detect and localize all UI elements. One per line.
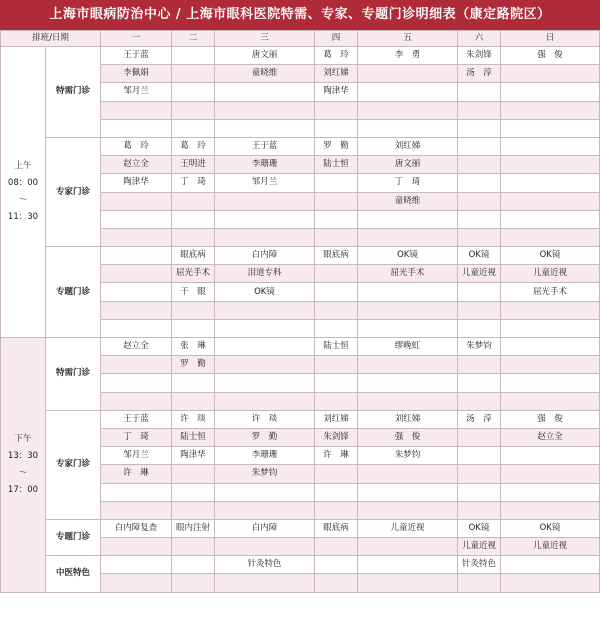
period-afternoon bbox=[1, 338, 46, 593]
schedule-cell bbox=[215, 319, 315, 337]
schedule-cell bbox=[501, 101, 600, 119]
schedule-cell bbox=[172, 119, 215, 137]
schedule-cell bbox=[501, 392, 600, 410]
schedule-cell bbox=[358, 319, 458, 337]
schedule-cell: 针灸特色 bbox=[458, 556, 501, 574]
schedule-cell bbox=[215, 83, 315, 101]
table-row bbox=[1, 47, 600, 65]
schedule-cell bbox=[358, 392, 458, 410]
schedule-cell bbox=[172, 574, 215, 592]
table-row bbox=[1, 137, 600, 155]
schedule-cell bbox=[172, 483, 215, 501]
period-line: 17：00 bbox=[7, 484, 39, 495]
schedule-cell: 眼底病 bbox=[172, 247, 215, 265]
day-header: 三 bbox=[215, 31, 315, 47]
schedule-cell bbox=[358, 374, 458, 392]
schedule-cell bbox=[458, 283, 501, 301]
schedule-cell: 刘红娣 bbox=[315, 410, 358, 428]
schedule-cell bbox=[215, 101, 315, 119]
schedule-cell: 朱梦钧 bbox=[215, 465, 315, 483]
schedule-cell: 许 琰 bbox=[172, 410, 215, 428]
schedule-cell bbox=[172, 228, 215, 246]
schedule-cell bbox=[315, 392, 358, 410]
schedule-cell: 朱剑锋 bbox=[458, 47, 501, 65]
schedule-cell: 刘红娣 bbox=[358, 137, 458, 155]
schedule-cell: 陆士恒 bbox=[315, 338, 358, 356]
schedule-cell bbox=[358, 83, 458, 101]
schedule-cell bbox=[315, 228, 358, 246]
schedule-cell bbox=[501, 356, 600, 374]
schedule-cell: 王于蓝 bbox=[215, 137, 315, 155]
schedule-cell bbox=[458, 156, 501, 174]
schedule-cell bbox=[172, 192, 215, 210]
schedule-cell bbox=[101, 210, 172, 228]
schedule-cell: 儿童近视 bbox=[501, 538, 600, 556]
schedule-cell bbox=[172, 319, 215, 337]
period-line: ～ bbox=[18, 195, 28, 205]
schedule-cell: 唐文丽 bbox=[215, 47, 315, 65]
schedule-cell bbox=[215, 538, 315, 556]
schedule-cell bbox=[215, 483, 315, 501]
table-row bbox=[1, 556, 600, 574]
schedule-cell bbox=[172, 465, 215, 483]
schedule-cell: 陆士恒 bbox=[315, 156, 358, 174]
schedule-cell bbox=[215, 301, 315, 319]
schedule-cell: 李珊珊 bbox=[215, 447, 315, 465]
schedule-cell: 屈光手术 bbox=[172, 265, 215, 283]
schedule-cell: 朱梦钧 bbox=[358, 447, 458, 465]
schedule-cell: 童晓维 bbox=[215, 65, 315, 83]
schedule-cell bbox=[458, 83, 501, 101]
section-label: 专家门诊 bbox=[46, 410, 101, 519]
schedule-cell bbox=[358, 574, 458, 592]
day-header: 六 bbox=[458, 31, 501, 47]
schedule-cell bbox=[215, 228, 315, 246]
schedule-cell bbox=[315, 483, 358, 501]
schedule-cell bbox=[315, 210, 358, 228]
schedule-cell: 陶津华 bbox=[172, 447, 215, 465]
schedule-cell: 张 琳 bbox=[172, 338, 215, 356]
schedule-cell: 王于蓝 bbox=[101, 410, 172, 428]
schedule-cell bbox=[358, 356, 458, 374]
schedule-cell bbox=[101, 374, 172, 392]
schedule-cell bbox=[101, 356, 172, 374]
schedule-cell bbox=[172, 538, 215, 556]
schedule-cell: OK镜 bbox=[458, 247, 501, 265]
schedule-cell bbox=[315, 556, 358, 574]
schedule-cell bbox=[358, 301, 458, 319]
schedule-cell bbox=[315, 192, 358, 210]
schedule-cell bbox=[215, 210, 315, 228]
schedule-cell: 童晓维 bbox=[358, 192, 458, 210]
schedule-cell bbox=[358, 465, 458, 483]
schedule-cell: 丁 琦 bbox=[358, 174, 458, 192]
schedule-cell: 眼底病 bbox=[315, 519, 358, 537]
period-line: 08：00 bbox=[7, 178, 39, 188]
schedule-cell bbox=[172, 374, 215, 392]
table-row bbox=[1, 247, 600, 265]
schedule-cell: 强 俊 bbox=[358, 428, 458, 446]
schedule-cell bbox=[358, 556, 458, 574]
schedule-cell bbox=[458, 192, 501, 210]
schedule-cell bbox=[501, 156, 600, 174]
schedule-cell bbox=[172, 501, 215, 519]
schedule-cell bbox=[215, 392, 315, 410]
schedule-cell bbox=[101, 574, 172, 592]
schedule-cell: 王于蓝 bbox=[101, 47, 172, 65]
schedule-cell: 陆士恒 bbox=[172, 428, 215, 446]
schedule-cell bbox=[358, 538, 458, 556]
schedule-cell bbox=[501, 174, 600, 192]
header-corner: 排班/日期 bbox=[1, 31, 101, 47]
schedule-cell bbox=[101, 228, 172, 246]
schedule-cell: 邹月兰 bbox=[101, 447, 172, 465]
schedule-cell bbox=[315, 501, 358, 519]
schedule-cell: 儿童近视 bbox=[358, 519, 458, 537]
table-row bbox=[1, 338, 600, 356]
schedule-cell bbox=[358, 501, 458, 519]
schedule-cell: 丁 琦 bbox=[172, 174, 215, 192]
schedule-cell: 李 勇 bbox=[358, 47, 458, 65]
schedule-cell: 罗 勤 bbox=[172, 356, 215, 374]
period-morning bbox=[1, 47, 46, 338]
schedule-cell bbox=[315, 283, 358, 301]
schedule-cell: 白内障 bbox=[215, 247, 315, 265]
schedule-cell bbox=[101, 483, 172, 501]
schedule-cell: 朱梦钧 bbox=[458, 338, 501, 356]
schedule-cell: 丁 琦 bbox=[101, 428, 172, 446]
schedule-cell: 许 琳 bbox=[101, 465, 172, 483]
schedule-table bbox=[0, 30, 600, 593]
day-header: 四 bbox=[315, 31, 358, 47]
schedule-cell bbox=[315, 465, 358, 483]
schedule-cell bbox=[315, 101, 358, 119]
schedule-cell bbox=[458, 210, 501, 228]
schedule-cell bbox=[501, 501, 600, 519]
schedule-cell bbox=[458, 501, 501, 519]
schedule-cell: 儿童近视 bbox=[458, 538, 501, 556]
schedule-cell: 刘红娣 bbox=[315, 65, 358, 83]
schedule-cell bbox=[501, 374, 600, 392]
period-line: 11：30 bbox=[7, 212, 39, 222]
schedule-cell bbox=[172, 83, 215, 101]
schedule-cell: 陶津华 bbox=[315, 83, 358, 101]
day-header: 二 bbox=[172, 31, 215, 47]
schedule-cell bbox=[215, 501, 315, 519]
schedule-cell bbox=[358, 283, 458, 301]
schedule-cell: 汤 淳 bbox=[458, 410, 501, 428]
schedule-cell bbox=[101, 319, 172, 337]
schedule-cell: 儿童近视 bbox=[501, 265, 600, 283]
schedule-cell: 强 俊 bbox=[501, 47, 600, 65]
section-label: 专题门诊 bbox=[46, 519, 101, 555]
schedule-cell: 缪晚虹 bbox=[358, 338, 458, 356]
schedule-cell bbox=[101, 392, 172, 410]
schedule-cell bbox=[458, 301, 501, 319]
schedule-cell: 屈光手术 bbox=[501, 283, 600, 301]
day-header: 五 bbox=[358, 31, 458, 47]
day-header: 一 bbox=[101, 31, 172, 47]
schedule-cell: 白内障 bbox=[215, 519, 315, 537]
schedule-cell bbox=[501, 483, 600, 501]
schedule-cell bbox=[101, 501, 172, 519]
schedule-cell bbox=[172, 101, 215, 119]
schedule-cell bbox=[172, 210, 215, 228]
schedule-cell: 朱剑锋 bbox=[315, 428, 358, 446]
schedule-cell bbox=[172, 47, 215, 65]
schedule-cell bbox=[501, 301, 600, 319]
schedule-cell bbox=[501, 65, 600, 83]
period-line: 13：30 bbox=[7, 450, 39, 461]
schedule-cell bbox=[215, 374, 315, 392]
section-label: 特需门诊 bbox=[46, 338, 101, 411]
schedule-cell: 汤 淳 bbox=[458, 65, 501, 83]
schedule-cell: 唐文丽 bbox=[358, 156, 458, 174]
schedule-cell bbox=[501, 83, 600, 101]
schedule-cell bbox=[358, 228, 458, 246]
schedule-cell: 泪道专科 bbox=[215, 265, 315, 283]
schedule-cell bbox=[215, 574, 315, 592]
schedule-cell: OK镜 bbox=[458, 519, 501, 537]
schedule-cell bbox=[101, 192, 172, 210]
day-header: 日 bbox=[501, 31, 600, 47]
schedule-cell: OK镜 bbox=[358, 247, 458, 265]
schedule-cell: 葛 玲 bbox=[101, 137, 172, 155]
schedule-cell bbox=[458, 119, 501, 137]
schedule-cell bbox=[101, 538, 172, 556]
schedule-cell: 邹月兰 bbox=[215, 174, 315, 192]
schedule-cell bbox=[101, 556, 172, 574]
schedule-cell: 眼底病 bbox=[315, 247, 358, 265]
schedule-cell: 眼内注射 bbox=[172, 519, 215, 537]
period-line: 上午 bbox=[14, 161, 32, 171]
schedule-cell bbox=[458, 137, 501, 155]
schedule-cell bbox=[315, 319, 358, 337]
schedule-cell: 陶津华 bbox=[101, 174, 172, 192]
schedule-cell bbox=[501, 465, 600, 483]
section-label: 特需门诊 bbox=[46, 47, 101, 138]
schedule-cell: OK镜 bbox=[501, 519, 600, 537]
schedule-cell bbox=[315, 538, 358, 556]
schedule-cell: 赵立全 bbox=[501, 428, 600, 446]
schedule-cell bbox=[358, 483, 458, 501]
schedule-cell: 李佩娟 bbox=[101, 65, 172, 83]
schedule-cell: 屈光手术 bbox=[358, 265, 458, 283]
schedule-cell bbox=[501, 556, 600, 574]
schedule-cell bbox=[501, 574, 600, 592]
schedule-cell: 许 琳 bbox=[315, 447, 358, 465]
schedule-cell bbox=[501, 228, 600, 246]
schedule-cell bbox=[215, 192, 315, 210]
schedule-cell: 许 琰 bbox=[215, 410, 315, 428]
schedule-cell bbox=[101, 119, 172, 137]
schedule-cell: 儿童近视 bbox=[458, 265, 501, 283]
schedule-cell bbox=[458, 174, 501, 192]
schedule-cell bbox=[458, 574, 501, 592]
schedule-cell bbox=[172, 392, 215, 410]
schedule-cell bbox=[458, 428, 501, 446]
schedule-cell bbox=[172, 301, 215, 319]
schedule-cell bbox=[215, 356, 315, 374]
schedule-cell bbox=[458, 465, 501, 483]
schedule-cell bbox=[315, 301, 358, 319]
schedule-cell bbox=[501, 119, 600, 137]
period-line: 下午 bbox=[14, 433, 32, 444]
schedule-cell: 王明进 bbox=[172, 156, 215, 174]
schedule-cell: 刘红娣 bbox=[358, 410, 458, 428]
schedule-cell bbox=[315, 265, 358, 283]
schedule-cell bbox=[215, 338, 315, 356]
section-label: 专题门诊 bbox=[46, 247, 101, 338]
schedule-cell: OK镜 bbox=[501, 247, 600, 265]
schedule-cell bbox=[315, 174, 358, 192]
schedule-cell: 白内障复查 bbox=[101, 519, 172, 537]
schedule-cell bbox=[458, 374, 501, 392]
schedule-cell bbox=[501, 137, 600, 155]
schedule-cell bbox=[315, 119, 358, 137]
schedule-cell bbox=[358, 65, 458, 83]
schedule-cell bbox=[101, 265, 172, 283]
schedule-cell: 李珊珊 bbox=[215, 156, 315, 174]
schedule-cell: 葛 玲 bbox=[315, 47, 358, 65]
schedule-cell: 强 俊 bbox=[501, 410, 600, 428]
schedule-cell bbox=[458, 447, 501, 465]
section-label: 中医特色 bbox=[46, 556, 101, 592]
schedule-cell: 罗 勤 bbox=[215, 428, 315, 446]
schedule-cell bbox=[501, 338, 600, 356]
schedule-cell bbox=[101, 247, 172, 265]
schedule-cell: 赵立全 bbox=[101, 338, 172, 356]
schedule-cell bbox=[315, 374, 358, 392]
header-row bbox=[1, 31, 600, 47]
schedule-cell bbox=[172, 65, 215, 83]
schedule-cell bbox=[215, 119, 315, 137]
schedule-cell bbox=[458, 319, 501, 337]
schedule-cell: OK镜 bbox=[215, 283, 315, 301]
schedule-cell bbox=[358, 101, 458, 119]
schedule-cell: 针灸特色 bbox=[215, 556, 315, 574]
section-label: 专家门诊 bbox=[46, 137, 101, 246]
table-row bbox=[1, 519, 600, 537]
schedule-cell bbox=[458, 483, 501, 501]
schedule-cell: 罗 勤 bbox=[315, 137, 358, 155]
schedule-cell bbox=[501, 192, 600, 210]
schedule-cell bbox=[501, 210, 600, 228]
period-line: ～ bbox=[18, 467, 28, 478]
schedule-cell bbox=[458, 228, 501, 246]
schedule-cell bbox=[501, 319, 600, 337]
schedule-cell: 赵立全 bbox=[101, 156, 172, 174]
schedule-cell bbox=[358, 210, 458, 228]
schedule-cell bbox=[315, 356, 358, 374]
schedule-cell: 干 眼 bbox=[172, 283, 215, 301]
table-row bbox=[1, 410, 600, 428]
schedule-cell bbox=[101, 101, 172, 119]
schedule-cell bbox=[458, 356, 501, 374]
schedule-cell bbox=[315, 574, 358, 592]
schedule-cell bbox=[101, 301, 172, 319]
schedule-cell bbox=[458, 101, 501, 119]
schedule-cell bbox=[172, 556, 215, 574]
schedule-cell: 邹月兰 bbox=[101, 83, 172, 101]
schedule-cell: 葛 玲 bbox=[172, 137, 215, 155]
schedule-cell bbox=[101, 283, 172, 301]
schedule-cell bbox=[458, 392, 501, 410]
schedule-cell bbox=[501, 447, 600, 465]
page-title: 上海市眼病防治中心 / 上海市眼科医院特需、专家、专题门诊明细表（康定路院区） bbox=[0, 0, 600, 30]
schedule-cell bbox=[358, 119, 458, 137]
